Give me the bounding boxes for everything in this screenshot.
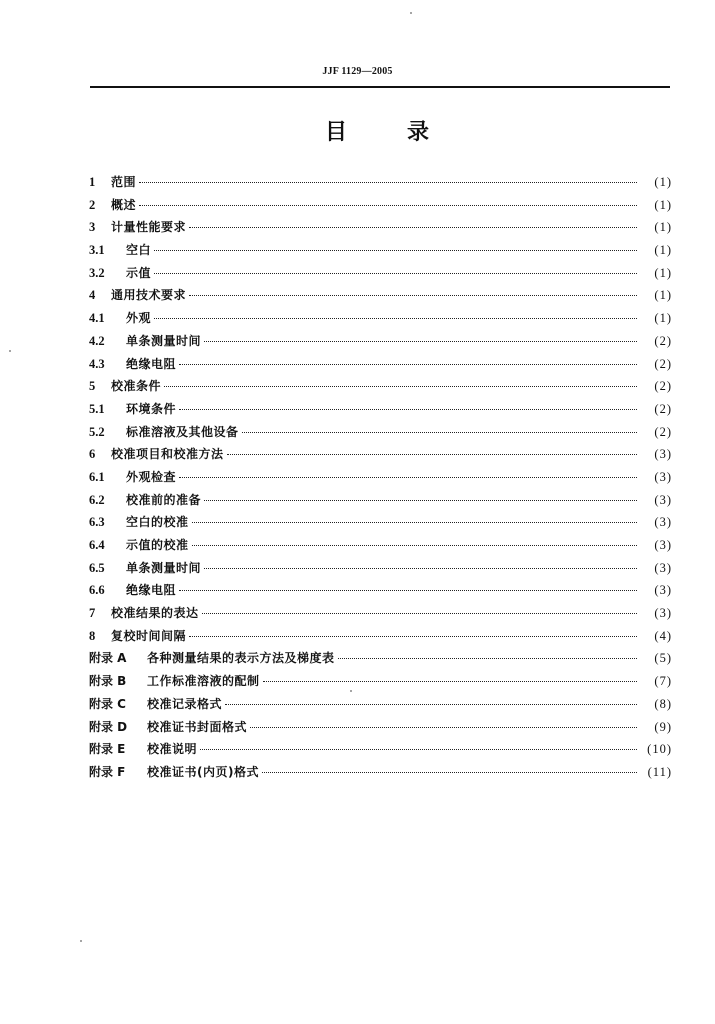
- toc-dot-leader: [204, 567, 637, 569]
- toc-entry-label: 校准项目和校准方法: [111, 447, 224, 462]
- toc-entry-number: 附录 D: [89, 719, 128, 734]
- toc-dot-leader: [192, 521, 637, 523]
- toc-entry-label: 示值: [126, 265, 152, 280]
- toc-entry-page: (2): [654, 401, 672, 416]
- toc-entry-page: (9): [654, 719, 672, 734]
- toc-entry[interactable]: [89, 761, 672, 784]
- header-rule: [90, 86, 670, 88]
- toc-entry-page: (3): [654, 583, 672, 598]
- toc-entry[interactable]: [89, 534, 672, 557]
- toc-dot-leader: [189, 635, 637, 637]
- scan-speck: [350, 690, 352, 692]
- toc-entry[interactable]: [89, 511, 672, 534]
- toc-dot-leader: [242, 431, 637, 433]
- toc-entry-page: (3): [654, 538, 672, 552]
- toc-dot-leader: [164, 385, 637, 387]
- toc-entry-label: 绝缘电阻: [126, 583, 177, 598]
- toc-entry-number: 4.2: [89, 333, 105, 348]
- toc-entry-page: (10): [647, 742, 672, 757]
- toc-dot-leader: [200, 748, 637, 750]
- toc-entry[interactable]: [89, 330, 672, 353]
- toc-entry-number: 3.2: [89, 265, 105, 280]
- toc-entry-number: 7: [89, 606, 96, 621]
- toc-entry-label: 校准条件: [111, 379, 162, 394]
- toc-entry-page: (1): [654, 265, 672, 280]
- toc-entry-page: (8): [654, 696, 672, 711]
- toc-entry-page: (1): [654, 197, 672, 212]
- toc-entry-label: 空白: [126, 243, 152, 258]
- toc-entry[interactable]: [89, 284, 672, 307]
- toc-entry[interactable]: [89, 716, 672, 739]
- toc-entry-number: 6.4: [89, 538, 105, 552]
- toc-entry-label: 校准结果的表达: [111, 606, 199, 621]
- toc-dot-leader: [338, 657, 637, 659]
- toc-title-char-2: 录: [407, 120, 430, 145]
- toc-dot-leader: [225, 703, 637, 705]
- toc-entry-number: 附录 E: [89, 742, 126, 757]
- toc-entry-page: (1): [654, 175, 672, 189]
- standard-header: JJF 1129—2005: [322, 66, 393, 77]
- toc-entry-number: 附录 B: [89, 674, 127, 689]
- toc-dot-leader: [179, 589, 637, 591]
- toc-entry-number: 4.1: [89, 311, 105, 326]
- toc-entry[interactable]: [89, 557, 672, 580]
- toc-entry[interactable]: [89, 693, 672, 716]
- toc-dot-leader: [179, 408, 637, 410]
- toc-entry[interactable]: [89, 489, 672, 512]
- toc-entry-page: (2): [654, 424, 672, 439]
- toc-dot-leader: [139, 204, 637, 206]
- toc-entry-number: 1: [89, 175, 96, 189]
- toc-dot-leader: [189, 226, 637, 228]
- toc-entry-label: 空白的校准: [126, 515, 189, 530]
- toc-entry-page: (2): [654, 356, 672, 371]
- toc-entry-page: (3): [654, 447, 672, 462]
- toc-dot-leader: [250, 726, 637, 728]
- toc-entry-number: 3.1: [89, 243, 105, 258]
- toc-entry-label: 外观: [126, 311, 152, 326]
- toc-dot-leader: [192, 544, 637, 546]
- toc-dot-leader: [179, 476, 637, 478]
- toc-dot-leader: [227, 453, 637, 455]
- toc-entry-page: (1): [654, 311, 672, 326]
- toc-entry-number: 6.5: [89, 560, 105, 575]
- toc-entry-number: 5.2: [89, 424, 105, 439]
- toc-entry-number: 5: [89, 379, 96, 394]
- toc-entry-label: 环境条件: [126, 401, 177, 416]
- toc-entry[interactable]: [89, 375, 672, 398]
- toc-dot-leader: [154, 249, 637, 251]
- toc-entry-number: 6.6: [89, 583, 105, 598]
- toc-entry[interactable]: [89, 466, 672, 489]
- toc-entry-page: (11): [647, 764, 672, 779]
- toc-entry-label: 单条测量时间: [126, 333, 202, 348]
- toc-entry-label: 校准说明: [147, 742, 198, 757]
- toc-entry[interactable]: [89, 216, 672, 239]
- scan-speck: [9, 350, 11, 352]
- toc-entry[interactable]: [89, 738, 672, 761]
- toc-entry-label: 概述: [111, 197, 137, 212]
- toc-dot-leader: [179, 363, 637, 365]
- toc-entry-label: 通用技术要求: [111, 288, 187, 303]
- toc-entry-label: 单条测量时间: [126, 560, 202, 575]
- toc-entry-page: (7): [654, 674, 672, 689]
- toc-entry-number: 6.2: [89, 492, 105, 507]
- toc-dot-leader: [204, 340, 637, 342]
- toc-entry-page: (4): [654, 628, 672, 643]
- toc-entry-number: 3: [89, 220, 96, 235]
- toc-entry-page: (3): [654, 515, 672, 530]
- toc-entry-number: 6.3: [89, 515, 105, 530]
- toc-entry-label: 校准证书(内页)格式: [147, 764, 259, 779]
- toc-entry[interactable]: [89, 353, 672, 376]
- toc-entry[interactable]: [89, 171, 672, 194]
- table-of-contents: [89, 171, 672, 784]
- toc-entry-label: 校准记录格式: [147, 696, 223, 711]
- toc-dot-leader: [204, 499, 637, 501]
- toc-entry-label: 示值的校准: [126, 538, 189, 552]
- toc-entry-number: 附录 A: [89, 651, 127, 666]
- toc-entry-label: 各种测量结果的表示方法及梯度表: [147, 651, 335, 666]
- toc-entry-page: (5): [654, 651, 672, 666]
- toc-entry-page: (3): [654, 492, 672, 507]
- toc-entry[interactable]: [89, 421, 672, 444]
- toc-entry-page: (3): [654, 469, 672, 484]
- toc-title: [0, 118, 715, 154]
- toc-entry-number: 6.1: [89, 469, 105, 484]
- toc-entry[interactable]: [89, 262, 672, 285]
- toc-entry-number: 附录 C: [89, 696, 126, 711]
- toc-entry[interactable]: [89, 647, 672, 670]
- toc-entry-page: (2): [654, 333, 672, 348]
- toc-entry-page: (1): [654, 288, 672, 303]
- toc-entry-page: (2): [654, 379, 672, 394]
- toc-entry[interactable]: [89, 602, 672, 625]
- toc-entry[interactable]: [89, 579, 672, 602]
- toc-entry-number: 4: [89, 288, 96, 303]
- toc-entry-label: 复校时间间隔: [111, 628, 187, 643]
- toc-entry-label: 校准前的准备: [126, 492, 202, 507]
- toc-entry[interactable]: [89, 194, 672, 217]
- toc-entry-label: 标准溶液及其他设备: [126, 424, 239, 439]
- scan-speck: [410, 12, 412, 14]
- toc-entry-label: 范围: [111, 175, 137, 189]
- toc-dot-leader: [139, 181, 637, 183]
- toc-entry-number: 5.1: [89, 401, 105, 416]
- toc-entry-page: (1): [654, 220, 672, 235]
- toc-entry-page: (3): [654, 606, 672, 621]
- toc-entry-number: 6: [89, 447, 96, 462]
- toc-entry-label: 校准证书封面格式: [147, 719, 248, 734]
- scan-speck: [80, 940, 82, 942]
- toc-dot-leader: [154, 317, 637, 319]
- toc-entry[interactable]: [89, 307, 672, 330]
- toc-dot-leader: [262, 771, 637, 773]
- toc-entry-label: 外观检查: [126, 469, 177, 484]
- toc-dot-leader: [154, 272, 637, 274]
- toc-entry-number: 附录 F: [89, 764, 126, 779]
- toc-entry-number: 4.3: [89, 356, 105, 371]
- toc-dot-leader: [189, 294, 637, 296]
- toc-entry[interactable]: [89, 625, 672, 648]
- toc-entry-label: 工作标准溶液的配制: [147, 674, 260, 689]
- toc-entry[interactable]: [89, 670, 672, 693]
- toc-entry-page: (1): [654, 243, 672, 258]
- toc-entry-label: 绝缘电阻: [126, 356, 177, 371]
- toc-dot-leader: [263, 680, 637, 682]
- toc-dot-leader: [202, 612, 637, 614]
- toc-entry[interactable]: [89, 443, 672, 466]
- toc-entry-number: 8: [89, 628, 96, 643]
- toc-entry-page: (3): [654, 560, 672, 575]
- toc-entry[interactable]: [89, 398, 672, 421]
- toc-title-char-1: 目: [325, 120, 348, 145]
- toc-entry-label: 计量性能要求: [111, 220, 187, 235]
- toc-entry[interactable]: [89, 239, 672, 262]
- toc-entry-number: 2: [89, 197, 96, 212]
